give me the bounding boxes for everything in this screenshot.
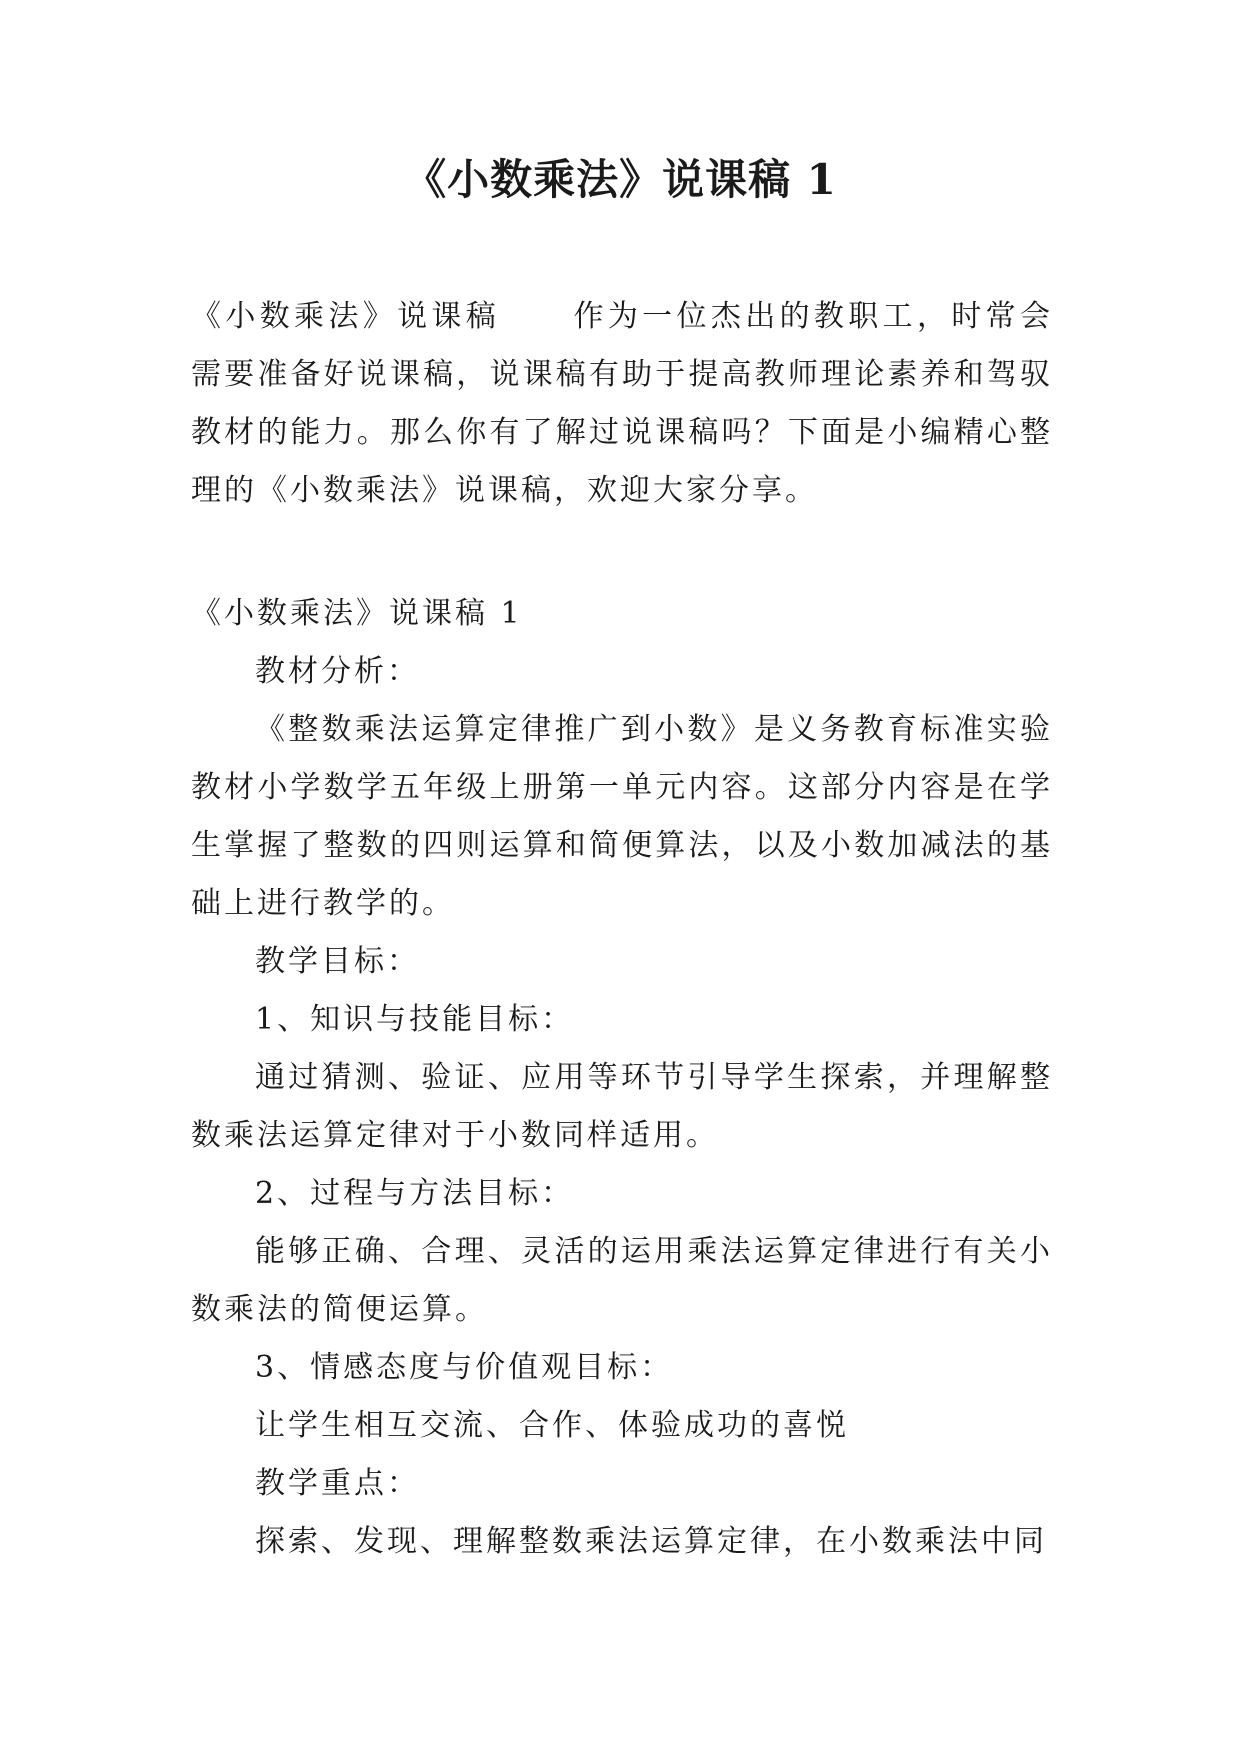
paragraph-goal-3-heading: 3、情感态度与价值观目标： [255, 1350, 674, 1385]
paragraph-goal-1-heading: 1、知识与技能目标： [255, 1002, 575, 1037]
paragraph-goal-2: 能够正确、合理、灵活的运用乘法运算定律进行有关小数乘法的简便运算。 [191, 1234, 1053, 1327]
paragraph-key-points: 探索、发现、理解整数乘法运算定律，在小数乘法中同 [255, 1524, 1047, 1559]
document-content [191, 585, 1053, 1571]
paragraph-key-points-heading: 教学重点： [255, 1466, 420, 1501]
paragraph-material-analysis-heading: 教材分析： [255, 654, 420, 689]
intro-text: 作为一位杰出的教职工，时常会需要准备好说课稿，说课稿有助于提高教师理论素养和驾驭教材的能力。那么你有了解过说课稿吗？下面是小编精心整理的《小数乘法》说课稿，欢迎大家分享。 [191, 299, 1054, 508]
paragraph-goal-2-heading: 2、过程与方法目标： [255, 1176, 575, 1211]
paragraph-teaching-goals-heading: 教学目标： [255, 944, 420, 979]
intro-paragraph [191, 288, 1053, 520]
intro-lead: 《小数乘法》说课稿 [191, 299, 501, 334]
paragraph-goal-1: 通过猜测、验证、应用等环节引导学生探索，并理解整数乘法运算定律对于小数同样适用。 [191, 1060, 1053, 1153]
document-title: 《小数乘法》说课稿 1 [404, 155, 837, 204]
paragraph-goal-3: 让学生相互交流、合作、体验成功的喜悦 [255, 1408, 849, 1443]
section-heading: 《小数乘法》说课稿 1 [191, 596, 523, 631]
paragraph-material-analysis: 《整数乘法运算定律推广到小数》是义务教育标准实验教材小学数学五年级上册第一单元内容。这部分内容是在学生掌握了整数的四则运算和简便算法，以及小数加减法的基础上进行教学的。 [191, 712, 1053, 921]
